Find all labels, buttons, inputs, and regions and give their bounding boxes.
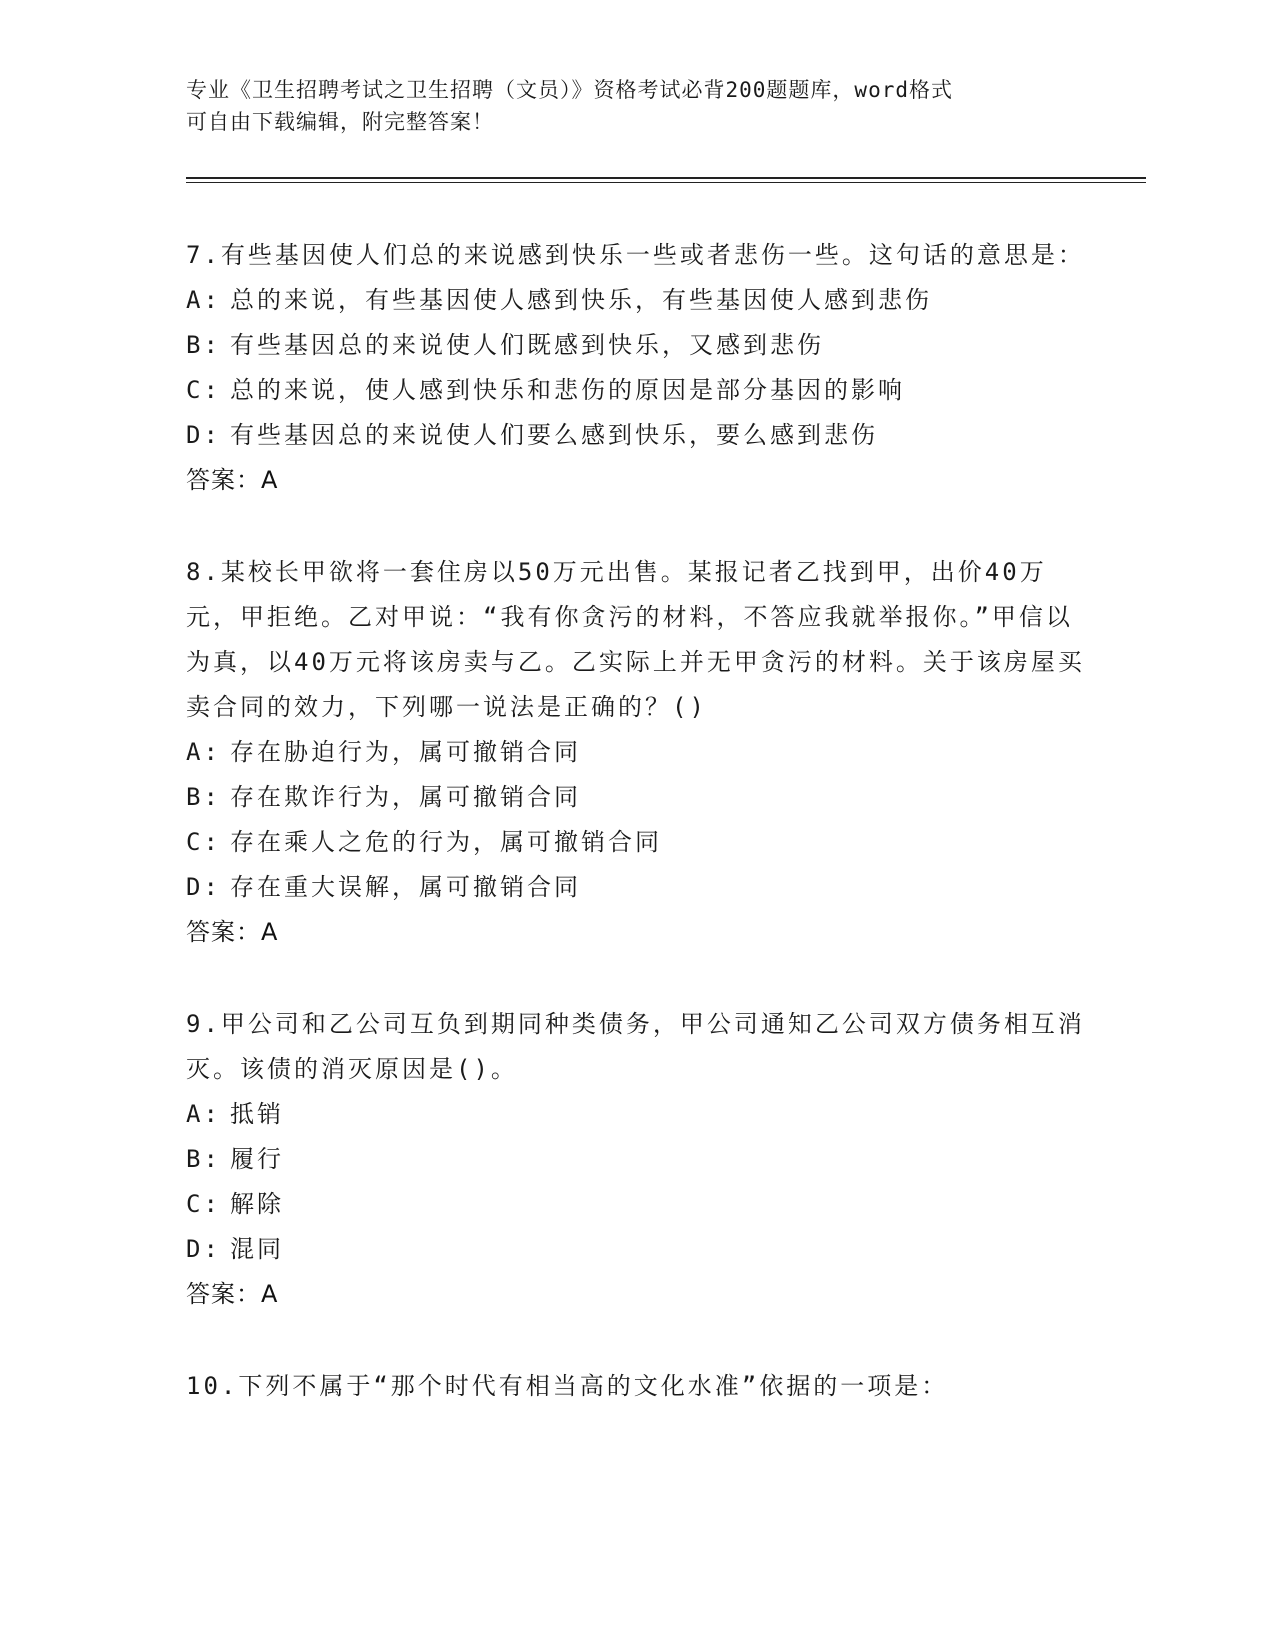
option-letter: B: [186, 331, 221, 359]
option-text: 混同 [230, 1235, 284, 1263]
option-a [186, 1092, 1086, 1137]
header-title-line-1: 专业《卫生招聘考试之卫生招聘（文员）》资格考试必背200题题库，word格式 [186, 78, 953, 102]
question-stem: 10.下列不属于“那个时代有相当高的文化水准”依据的一项是： [186, 1372, 949, 1400]
option-a [186, 730, 1086, 775]
option-letter: B: [186, 1145, 221, 1173]
answer-line: 答案：A [186, 466, 279, 494]
header-divider-thin [186, 182, 1146, 183]
question-stem: 8.某校长甲欲将一套住房以50万元出售。某报记者乙找到甲，出价40万元，甲拒绝。乙对甲说：“我有你贪污的材料，不答应我就举报你。”甲信以为真，以40万元将该房卖与乙。乙实际上并无甲贪污的材料。关于该房屋买卖合同的效力，下列哪一说法是正确的？() [186, 558, 1085, 721]
option-letter: A: [186, 286, 221, 314]
option-text: 存在乘人之危的行为，属可撤销合同 [230, 828, 662, 856]
answer-line: 答案：A [186, 918, 279, 946]
question-10 [186, 1364, 1086, 1409]
question-9 [186, 1002, 1086, 1317]
option-text: 总的来说，使人感到快乐和悲伤的原因是部分基因的影响 [230, 376, 905, 404]
option-text: 履行 [230, 1145, 284, 1173]
option-letter: D: [186, 1235, 221, 1263]
option-b [186, 323, 1086, 368]
question-stem: 7.有些基因使人们总的来说感到快乐一些或者悲伤一些。这句话的意思是： [186, 241, 1085, 269]
option-text: 存在胁迫行为，属可撤销合同 [230, 738, 581, 766]
option-c [186, 1182, 1086, 1227]
option-a [186, 278, 1086, 323]
question-8 [186, 550, 1086, 955]
question-list [186, 233, 1086, 1456]
document-header [186, 74, 1066, 138]
option-letter: C: [186, 376, 221, 404]
option-d [186, 865, 1086, 910]
option-b [186, 775, 1086, 820]
option-text: 解除 [230, 1190, 284, 1218]
option-c [186, 368, 1086, 413]
option-text: 存在欺诈行为，属可撤销合同 [230, 783, 581, 811]
option-d [186, 413, 1086, 458]
question-7 [186, 233, 1086, 503]
option-letter: C: [186, 1190, 221, 1218]
option-letter: A: [186, 1100, 221, 1128]
option-b [186, 1137, 1086, 1182]
option-text: 有些基因总的来说使人们既感到快乐，又感到悲伤 [230, 331, 824, 359]
option-c [186, 820, 1086, 865]
option-letter: D: [186, 873, 221, 901]
option-d [186, 1227, 1086, 1272]
header-divider-thick [186, 177, 1146, 179]
option-letter: C: [186, 828, 221, 856]
option-letter: D: [186, 421, 221, 449]
header-title-line-2: 可自由下载编辑，附完整答案！ [186, 110, 494, 134]
option-text: 存在重大误解，属可撤销合同 [230, 873, 581, 901]
option-text: 有些基因总的来说使人们要么感到快乐，要么感到悲伤 [230, 421, 878, 449]
question-stem: 9.甲公司和乙公司互负到期同种类债务，甲公司通知乙公司双方债务相互消灭。该债的消灭原因是()。 [186, 1010, 1085, 1083]
option-text: 总的来说，有些基因使人感到快乐，有些基因使人感到悲伤 [230, 286, 932, 314]
option-text: 抵销 [230, 1100, 284, 1128]
option-letter: B: [186, 783, 221, 811]
answer-line: 答案：A [186, 1280, 279, 1308]
option-letter: A: [186, 738, 221, 766]
